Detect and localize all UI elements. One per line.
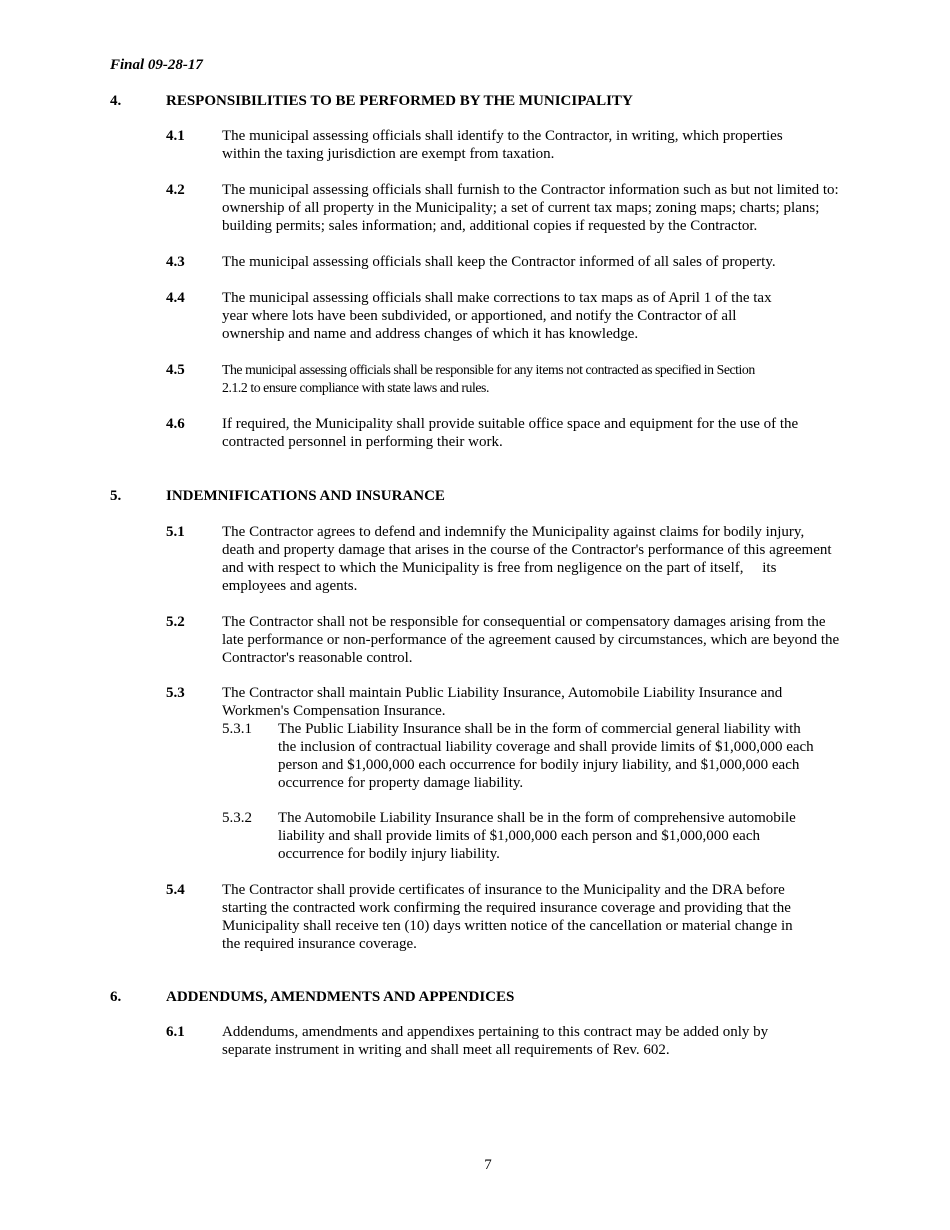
paragraph-text: The Contractor shall not be responsible for consequential or compensatory damages arising from the late performance or non-performance of the agreement caused by circumstances, which are beyond the Contractor's reasonable control. xyxy=(222,614,840,666)
paragraph-number: 4.4 xyxy=(166,290,185,306)
paragraph-text: The municipal assessing officials shall keep the Contractor informed of all sales of property. xyxy=(222,254,776,270)
paragraph-number: 4.2 xyxy=(166,182,185,198)
paragraph-text: If required, the Municipality shall provide suitable office space and equipment for the use of the contracted personnel in performing their work. xyxy=(222,416,799,450)
paragraph-number: 6.1 xyxy=(166,1024,185,1040)
section-title: INDEMNIFICATIONS AND INSURANCE xyxy=(166,488,445,504)
paragraph-number: 4.1 xyxy=(166,128,185,144)
paragraph-text: The Contractor shall maintain Public Liability Insurance, Automobile Liability Insurance and Workmen's Compensation Insurance. xyxy=(222,685,783,719)
paragraph-number: 5.3 xyxy=(166,685,185,701)
section-number: 6. xyxy=(110,989,122,1005)
section-4-heading xyxy=(110,92,633,110)
section-5-heading xyxy=(110,487,445,505)
paragraph-text: The municipal assessing officials shall make corrections to tax maps as of April 1 of the tax year where lots have been subdivided, or apportioned, and notify the Contractor of all ownership and name and address changes of which it has knowledge. xyxy=(222,290,772,342)
page-number: 7 xyxy=(484,1157,492,1173)
section-6-heading xyxy=(110,988,514,1006)
paragraph-number: 5.1 xyxy=(166,524,185,540)
paragraph-text: The municipal assessing officials shall identify to the Contractor, in writing, which properties within the taxing jurisdiction are exempt from taxation. xyxy=(222,128,783,162)
paragraph-number: 4.6 xyxy=(166,416,185,432)
subparagraph-text: The Automobile Liability Insurance shall be in the form of comprehensive automobile liability and shall provide limits of $1,000,000 each person and $1,000,000 each occurrence for bodily injury liability. xyxy=(278,810,796,862)
paragraph-number: 5.4 xyxy=(166,882,185,898)
paragraph-text: The Contractor agrees to defend and indemnify the Municipality against claims for bodily injury, death and property damage that arises in the course of the Contractor's performance of this agreement and with respect to which the Municipality is free from negligence on the part of itself, its employees and agents. xyxy=(222,524,832,594)
paragraph-number: 5.2 xyxy=(166,614,185,630)
subparagraph-text: The Public Liability Insurance shall be in the form of commercial general liability with the inclusion of contractual liability coverage and shall provide limits of $1,000,000 each person and $1,000,000 each occurrence for bodily injury liability, and $1,000,000 each occurrence for property damage liability. xyxy=(278,721,814,791)
paragraph-text: The Contractor shall provide certificates of insurance to the Municipality and the DRA before starting the contracted work confirming the required insurance coverage and providing that the Municipality shall receive ten (10) days written notice of the cancellation or material change in the required insurance coverage. xyxy=(222,882,793,952)
header-note: Final 09-28-17 xyxy=(110,57,203,73)
paragraph-number: 4.3 xyxy=(166,254,185,270)
paragraph-number: 4.5 xyxy=(166,362,185,378)
section-number: 5. xyxy=(110,488,122,504)
paragraph-text: The municipal assessing officials shall be responsible for any items not contracted as specified in Section 2.1.2 to ensure compliance with state laws and rules. xyxy=(222,362,755,395)
paragraph-text: The municipal assessing officials shall furnish to the Contractor information such as but not limited to: ownership of all property in the Municipality; a set of current tax maps; zoning maps; charts; plans; building permits; sales information; and, additional copies if requested by the Contractor. xyxy=(222,182,839,234)
subparagraph-number: 5.3.1 xyxy=(222,721,252,737)
section-title: ADDENDUMS, AMENDMENTS AND APPENDICES xyxy=(166,989,515,1005)
subparagraph-number: 5.3.2 xyxy=(222,810,252,826)
section-number: 4. xyxy=(110,93,122,109)
paragraph-text: Addendums, amendments and appendixes pertaining to this contract may be added only by separate instrument in writing and shall meet all requirements of Rev. 602. xyxy=(222,1024,769,1058)
section-title: RESPONSIBILITIES TO BE PERFORMED BY THE MUNICIPALITY xyxy=(166,93,633,109)
